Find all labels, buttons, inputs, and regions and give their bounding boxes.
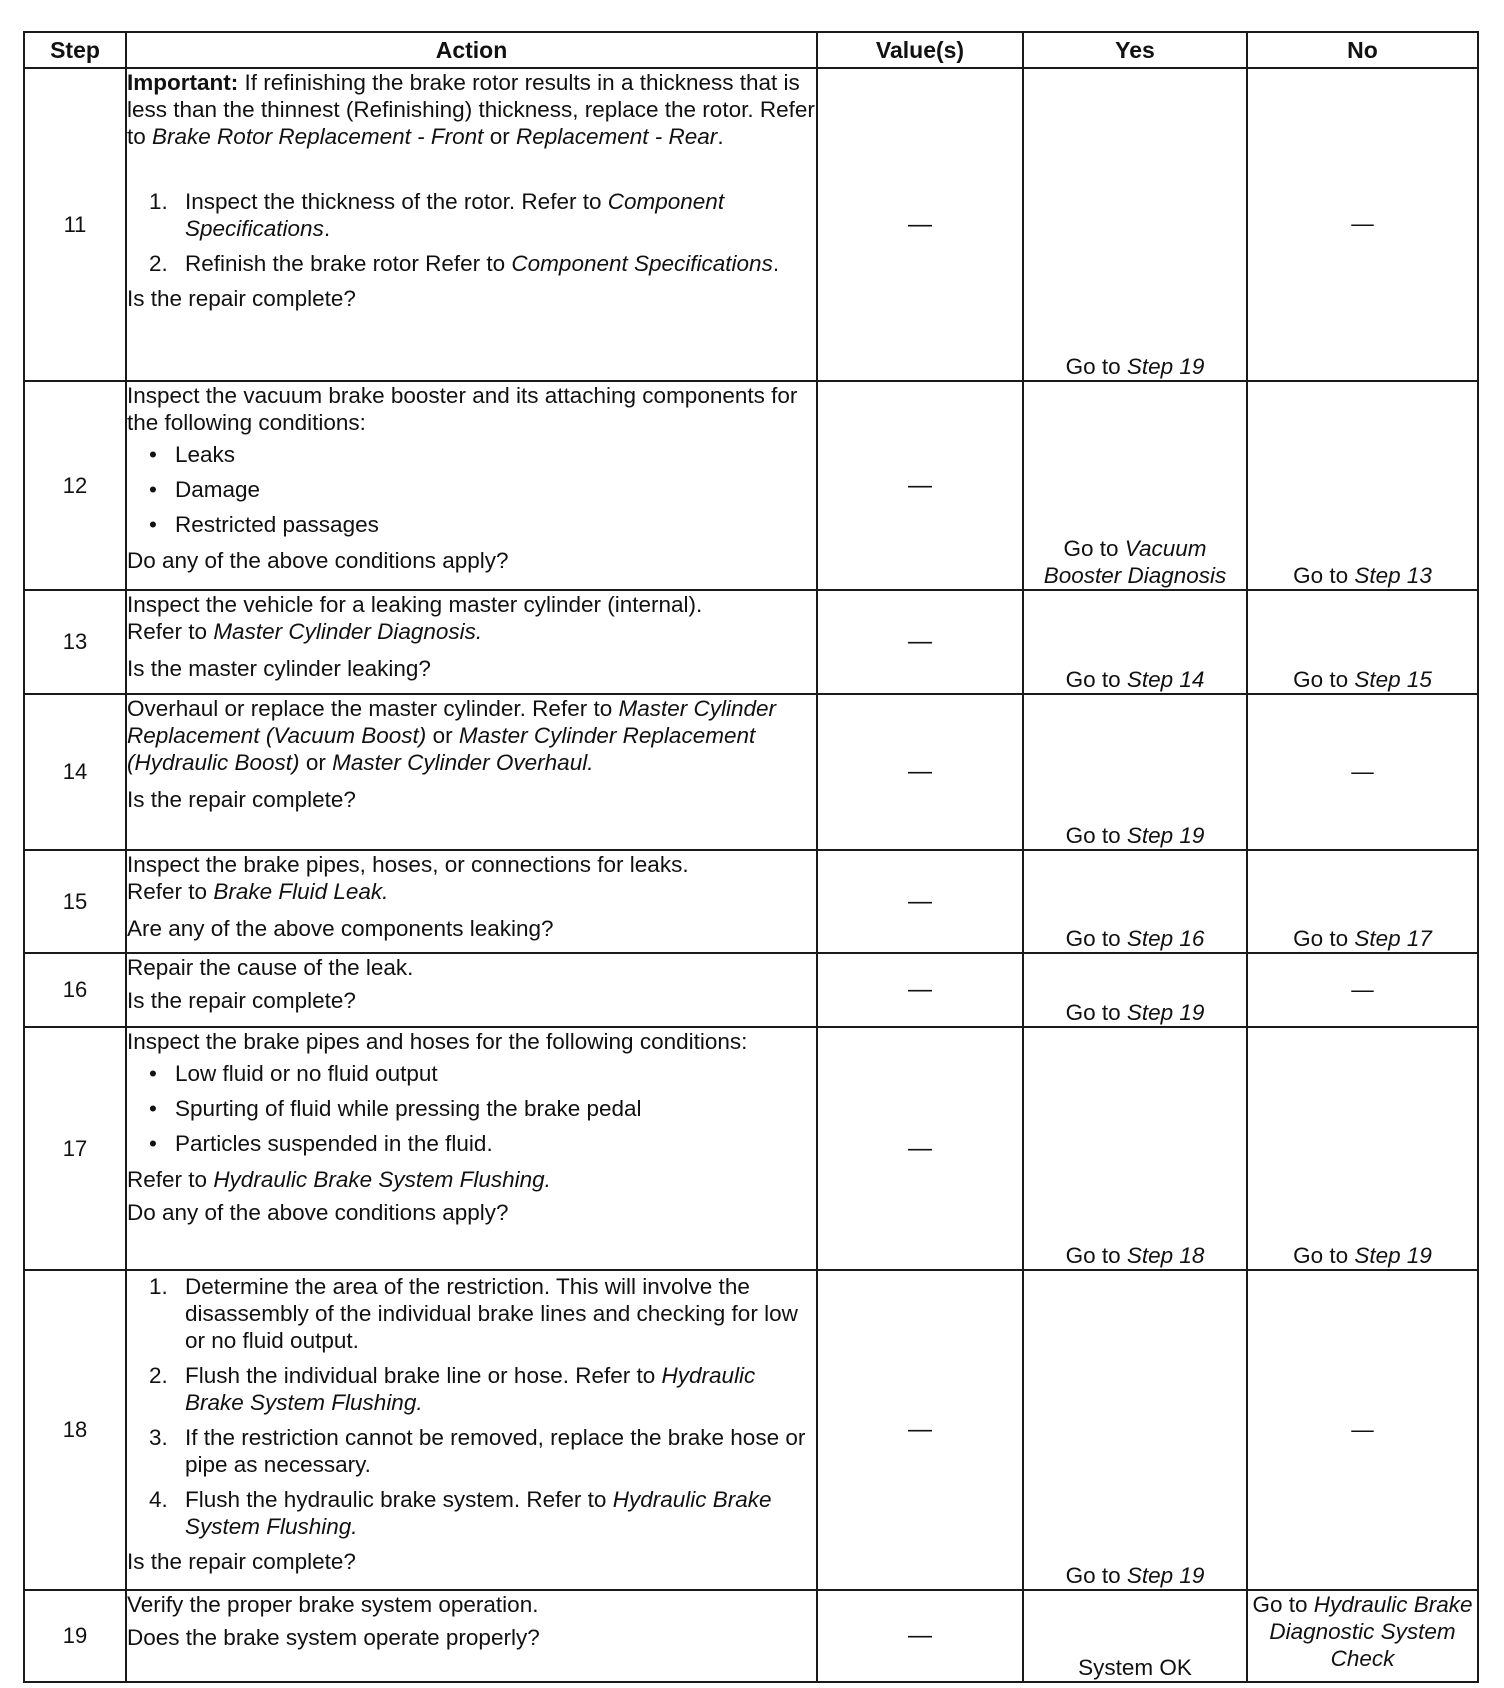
no-cell: — bbox=[1247, 694, 1478, 850]
yes-prefix: Go to bbox=[1065, 1243, 1121, 1268]
value-cell: — bbox=[817, 953, 1023, 1027]
no-reference: Hydraulic Brake Diagnostic System Check bbox=[1269, 1592, 1473, 1671]
value-cell: — bbox=[817, 1590, 1023, 1682]
question: Are any of the above components leaking? bbox=[127, 916, 554, 941]
step-number: 19 bbox=[24, 1590, 126, 1682]
step-number: 12 bbox=[24, 381, 126, 590]
list-item: • Leaks bbox=[127, 442, 816, 468]
intro-text: Inspect the vacuum brake booster and its attaching components for the following conditions: bbox=[127, 383, 798, 435]
question: Is the repair complete? bbox=[127, 1549, 356, 1574]
no-cell: — bbox=[1247, 953, 1478, 1027]
no-prefix: Go to bbox=[1293, 926, 1349, 951]
value-cell: — bbox=[817, 1027, 1023, 1270]
yes-cell bbox=[1023, 850, 1247, 953]
item-number: 1. bbox=[149, 189, 168, 214]
item-text: Flush the individual brake line or hose. Refer to bbox=[185, 1363, 656, 1388]
list-item: • Damage bbox=[127, 477, 816, 503]
step-number: 15 bbox=[24, 850, 126, 953]
step-number: 14 bbox=[24, 694, 126, 850]
no-cell bbox=[1247, 1590, 1478, 1682]
yes-cell bbox=[1023, 590, 1247, 694]
table-row-step-14 bbox=[24, 694, 1478, 850]
intro-text: Inspect the brake pipes and hoses for the following conditions: bbox=[127, 1029, 748, 1054]
value-cell: — bbox=[817, 590, 1023, 694]
item-number: 1. bbox=[149, 1274, 168, 1299]
yes-reference: Step 19 bbox=[1126, 354, 1205, 379]
action-cell bbox=[126, 850, 817, 953]
action-cell bbox=[126, 953, 817, 1027]
header-step: Step bbox=[24, 32, 126, 68]
yes-prefix: Go to bbox=[1065, 667, 1121, 692]
action-cell bbox=[126, 1590, 817, 1682]
refer-prefix: Refer to bbox=[127, 879, 208, 904]
no-reference: Step 13 bbox=[1354, 563, 1432, 588]
no-reference: Step 17 bbox=[1354, 926, 1432, 951]
action-text bbox=[127, 695, 816, 776]
header-action: Action bbox=[126, 32, 817, 68]
item-text: If the restriction cannot be removed, replace the brake hose or pipe as necessary. bbox=[185, 1425, 806, 1477]
procedure-list bbox=[127, 1273, 816, 1540]
step-number: 16 bbox=[24, 953, 126, 1027]
question: Is the repair complete? bbox=[127, 286, 356, 311]
action-cell bbox=[126, 1270, 817, 1590]
condition-list bbox=[127, 442, 816, 538]
list-item bbox=[127, 1486, 816, 1540]
action-reference: Master Cylinder Overhaul. bbox=[332, 750, 594, 775]
header-row bbox=[24, 32, 1478, 68]
table-row-step-19 bbox=[24, 1590, 1478, 1682]
header-no: No bbox=[1247, 32, 1478, 68]
yes-prefix: Go to bbox=[1063, 536, 1119, 561]
step-number: 17 bbox=[24, 1027, 126, 1270]
action-reference: Master Cylinder Replacement (Hydraulic Boost) bbox=[127, 723, 756, 775]
important-text: If refinishing the brake rotor results in a thickness that is less than the thinnest (Refinishing) thickness, replace the rotor. Refer to bbox=[127, 70, 815, 149]
item-end: . bbox=[772, 251, 780, 276]
yes-reference: Vacuum Booster Diagnosis bbox=[1043, 536, 1227, 588]
question: Is the repair complete? bbox=[127, 988, 356, 1013]
step-number: 11 bbox=[24, 68, 126, 381]
yes-reference: Step 18 bbox=[1126, 1243, 1205, 1268]
question: Is the master cylinder leaking? bbox=[127, 656, 431, 681]
table-row-step-15 bbox=[24, 850, 1478, 953]
important-end: . bbox=[717, 124, 724, 149]
question: Does the brake system operate properly? bbox=[127, 1625, 540, 1650]
yes-cell bbox=[1023, 1270, 1247, 1590]
important-reference: Brake Rotor Replacement - Front bbox=[152, 124, 484, 149]
yes-cell bbox=[1023, 953, 1247, 1027]
item-end: . bbox=[323, 216, 331, 241]
yes-reference: Step 16 bbox=[1126, 926, 1205, 951]
step-number: 18 bbox=[24, 1270, 126, 1590]
list-item: • Restricted passages bbox=[127, 512, 816, 538]
refer-prefix: Refer to bbox=[127, 619, 208, 644]
no-prefix: Go to bbox=[1293, 563, 1349, 588]
item-reference: Hydraulic Brake System Flushing. bbox=[185, 1363, 756, 1415]
refer-reference: Brake Fluid Leak. bbox=[213, 879, 389, 904]
yes-reference: Step 19 bbox=[1126, 823, 1205, 848]
item-reference: Hydraulic Brake System Flushing. bbox=[185, 1487, 772, 1539]
intro-text: Inspect the brake pipes, hoses, or connections for leaks. bbox=[127, 852, 689, 877]
list-item: • Particles suspended in the fluid. bbox=[127, 1131, 816, 1157]
table-row-step-11 bbox=[24, 68, 1478, 381]
table-row-step-12 bbox=[24, 381, 1478, 590]
yes-cell: System OK bbox=[1023, 1590, 1247, 1682]
yes-prefix: Go to bbox=[1065, 1000, 1121, 1025]
item-number: 3. bbox=[149, 1425, 168, 1450]
action-cell bbox=[126, 381, 817, 590]
list-item bbox=[127, 250, 816, 277]
no-cell bbox=[1247, 850, 1478, 953]
item-text: Inspect the thickness of the rotor. Refer to bbox=[185, 189, 602, 214]
action-connector: or bbox=[432, 723, 453, 748]
action-reference: Master Cylinder Replacement (Vacuum Boost) bbox=[127, 696, 777, 748]
item-number: 2. bbox=[149, 251, 168, 276]
refer-reference: Hydraulic Brake System Flushing. bbox=[213, 1167, 551, 1192]
refer-prefix: Refer to bbox=[127, 1167, 208, 1192]
list-item: • Low fluid or no fluid output bbox=[127, 1061, 816, 1087]
no-cell: — bbox=[1247, 68, 1478, 381]
yes-prefix: Go to bbox=[1065, 354, 1121, 379]
value-cell: — bbox=[817, 381, 1023, 590]
list-item bbox=[127, 1362, 816, 1416]
no-cell: — bbox=[1247, 1270, 1478, 1590]
yes-cell bbox=[1023, 68, 1247, 381]
header-values: Value(s) bbox=[817, 32, 1023, 68]
intro-text: Inspect the vehicle for a leaking master cylinder (internal). bbox=[127, 592, 703, 617]
no-reference: Step 19 bbox=[1354, 1243, 1432, 1268]
intro-text: Verify the proper brake system operation. bbox=[127, 1592, 539, 1617]
no-cell bbox=[1247, 381, 1478, 590]
yes-cell bbox=[1023, 1027, 1247, 1270]
condition-list bbox=[127, 1061, 816, 1157]
question: Is the repair complete? bbox=[127, 787, 356, 812]
list-item bbox=[127, 188, 816, 242]
table-row-step-16 bbox=[24, 953, 1478, 1027]
no-prefix: Go to bbox=[1252, 1592, 1308, 1617]
yes-reference: Step 19 bbox=[1126, 1000, 1205, 1025]
step-number: 13 bbox=[24, 590, 126, 694]
action-cell bbox=[126, 1027, 817, 1270]
value-cell: — bbox=[817, 1270, 1023, 1590]
list-item: • Spurting of fluid while pressing the brake pedal bbox=[127, 1096, 816, 1122]
list-item bbox=[127, 1424, 816, 1478]
intro-text: Repair the cause of the leak. bbox=[127, 955, 414, 980]
yes-prefix: Go to bbox=[1065, 823, 1121, 848]
no-cell bbox=[1247, 1027, 1478, 1270]
yes-reference: Step 14 bbox=[1126, 667, 1205, 692]
yes-prefix: Go to bbox=[1065, 1563, 1121, 1588]
item-number: 2. bbox=[149, 1363, 168, 1388]
procedure-list bbox=[127, 188, 816, 277]
question: Do any of the above conditions apply? bbox=[127, 1200, 509, 1225]
question: Do any of the above conditions apply? bbox=[127, 548, 509, 573]
important-reference: Replacement - Rear bbox=[515, 124, 718, 149]
no-reference: Step 15 bbox=[1354, 667, 1432, 692]
no-prefix: Go to bbox=[1293, 667, 1349, 692]
refer-reference: Master Cylinder Diagnosis. bbox=[213, 619, 483, 644]
action-cell bbox=[126, 68, 817, 381]
value-cell: — bbox=[817, 850, 1023, 953]
yes-reference: Step 19 bbox=[1126, 1563, 1205, 1588]
list-item bbox=[127, 1273, 816, 1354]
header-yes: Yes bbox=[1023, 32, 1247, 68]
no-prefix: Go to bbox=[1293, 1243, 1349, 1268]
diagnostic-table bbox=[23, 31, 1479, 1683]
important-note bbox=[127, 69, 816, 150]
value-cell: — bbox=[817, 68, 1023, 381]
yes-cell bbox=[1023, 694, 1247, 850]
important-label: Important: bbox=[127, 70, 239, 95]
item-number: 4. bbox=[149, 1487, 168, 1512]
table-row-step-17 bbox=[24, 1027, 1478, 1270]
action-cell bbox=[126, 590, 817, 694]
yes-prefix: Go to bbox=[1065, 926, 1121, 951]
action-cell bbox=[126, 694, 817, 850]
action-connector: or bbox=[305, 750, 326, 775]
value-cell: — bbox=[817, 694, 1023, 850]
table-row-step-13 bbox=[24, 590, 1478, 694]
item-reference: Component Specifications bbox=[511, 251, 773, 276]
yes-cell bbox=[1023, 381, 1247, 590]
item-reference: Component Specifications bbox=[185, 189, 725, 241]
action-sentence: Overhaul or replace the master cylinder. Refer to bbox=[127, 696, 613, 721]
item-text: Flush the hydraulic brake system. Refer to bbox=[185, 1487, 607, 1512]
item-text: Refinish the brake rotor Refer to bbox=[185, 251, 506, 276]
table-row-step-18 bbox=[24, 1270, 1478, 1590]
item-text: Determine the area of the restriction. This will involve the disassembly of the individual brake lines and checking for low or no fluid output. bbox=[185, 1274, 798, 1353]
no-cell bbox=[1247, 590, 1478, 694]
important-connector: or bbox=[489, 124, 510, 149]
